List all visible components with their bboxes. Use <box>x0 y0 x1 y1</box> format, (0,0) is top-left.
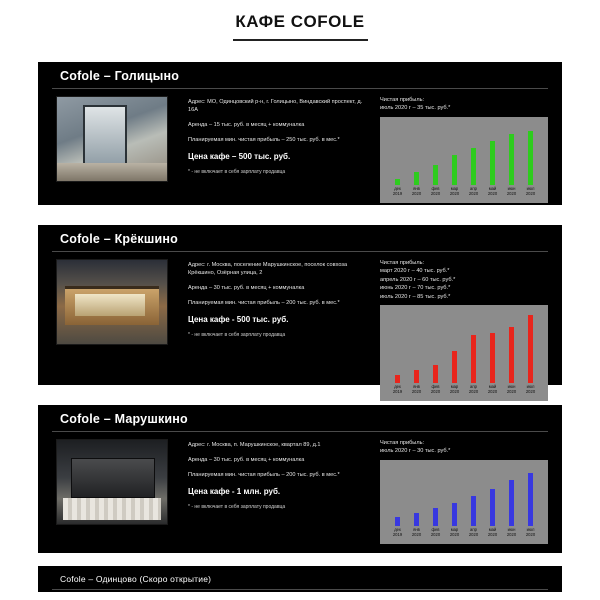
chart-bar-slot <box>502 123 521 185</box>
card-body <box>38 89 562 203</box>
chart-x-label: июн 2020 <box>506 383 517 395</box>
chart-bar-slot <box>464 311 483 383</box>
chart-column <box>380 259 548 401</box>
chart-bar-slot <box>521 466 540 526</box>
chart-x-label: дек 2019 <box>392 185 403 197</box>
card-title-divider <box>52 589 548 590</box>
chart-caption-line: июль 2020 г – 85 тыс. руб.* <box>380 293 451 300</box>
chart-x-label: фев 2020 <box>430 185 441 197</box>
chart-caption-line: июль 2020 г – 30 тыс. руб.* <box>380 448 451 455</box>
profit-bar-chart-marushkino <box>380 460 548 544</box>
chart-bar-slot <box>388 466 407 526</box>
chart-x-label: май 2020 <box>487 185 498 197</box>
chart-x-label: апр 2020 <box>468 383 479 395</box>
chart-caption-line: июнь 2020 г – 70 тыс. руб.* <box>380 285 451 292</box>
chart-bar <box>490 333 495 383</box>
chart-bar-slot <box>388 311 407 383</box>
chart-column <box>380 439 548 544</box>
chart-x-label: май 2020 <box>487 526 498 538</box>
cafe-card-golitsyno[interactable] <box>38 62 562 205</box>
chart-bar <box>414 370 419 383</box>
cafe-card-marushkino[interactable] <box>38 405 562 553</box>
card-title: Cofole – Крёкшино <box>60 232 178 246</box>
rent-text: Аренда – 15 тыс. руб. в месяц + коммуналка <box>188 122 305 129</box>
chart-bar <box>509 327 514 383</box>
photo-marushkino <box>56 439 168 525</box>
price-text: Цена кафе – 500 тыс. руб. <box>188 152 291 162</box>
chart-x-label: дек 2019 <box>392 526 403 538</box>
page-title-block <box>0 0 600 41</box>
chart-x-label: июл 2020 <box>525 185 536 197</box>
chart-bar <box>509 134 514 185</box>
chart-bar <box>433 508 438 526</box>
profit-bar-chart-golitsyno <box>380 117 548 203</box>
chart-caption-header: Чистая прибыль: <box>380 97 425 103</box>
chart-bar-slot <box>464 466 483 526</box>
chart-caption <box>380 96 548 113</box>
photo-golitsyno <box>56 96 168 182</box>
chart-x-labels <box>386 185 542 197</box>
profit-bar-chart-krekshino <box>380 305 548 401</box>
chart-x-label: апр 2020 <box>468 526 479 538</box>
chart-x-label: дек 2019 <box>392 383 403 395</box>
chart-x-label: июн 2020 <box>506 185 517 197</box>
chart-bar-slot <box>502 466 521 526</box>
chart-bar <box>414 172 419 184</box>
chart-x-label: фев 2020 <box>430 526 441 538</box>
address-text: Адрес: г. Москва, поселение Марушкинское, поселок совхоза Крёкшино, Озёрная улица, 2 <box>188 262 348 277</box>
chart-caption <box>380 439 548 456</box>
card-title: Cofole – Марушкино <box>60 412 188 426</box>
chart-bar <box>490 141 495 184</box>
chart-bar <box>528 131 533 185</box>
chart-caption-line: март 2020 г – 40 тыс. руб.* <box>380 268 450 275</box>
profit-text: Планируемая мин. чистая прибыль – 200 тыс. руб. в мес.* <box>188 472 340 479</box>
chart-bar <box>414 513 419 525</box>
chart-x-label: мар 2020 <box>449 526 460 538</box>
page-title: КАФЕ COFOLE <box>235 12 365 31</box>
chart-x-label: июл 2020 <box>525 383 536 395</box>
chart-x-label: июл 2020 <box>525 526 536 538</box>
address-text: Адрес: г. Москва, п. Марушкинское, квартал 89, д.1 <box>188 442 321 448</box>
chart-bars <box>386 466 542 526</box>
price-text: Цена кафе - 1 млн. руб. <box>188 487 281 497</box>
chart-bar <box>395 375 400 383</box>
chart-x-label: май 2020 <box>487 383 498 395</box>
chart-bar <box>395 517 400 526</box>
chart-column <box>380 96 548 203</box>
chart-bar <box>528 473 533 526</box>
chart-caption-line: апрель 2020 г – 60 тыс. руб.* <box>380 276 456 283</box>
card-text-column <box>168 96 380 203</box>
chart-bar <box>509 480 514 526</box>
chart-bar <box>528 315 533 383</box>
chart-bar-slot <box>483 311 502 383</box>
chart-bar-slot <box>445 311 464 383</box>
chart-bar <box>471 335 476 383</box>
chart-x-label: апр 2020 <box>468 185 479 197</box>
chart-x-label: мар 2020 <box>449 383 460 395</box>
profit-text: Планируемая мин. чистая прибыль – 200 тыс. руб. в мес.* <box>188 300 340 307</box>
price-text: Цена кафе - 500 тыс. руб. <box>188 315 289 325</box>
chart-bar <box>452 155 457 184</box>
chart-x-label: июн 2020 <box>506 526 517 538</box>
chart-bar-slot <box>445 123 464 185</box>
footnote-text: * - не включает в себя зарплату продавца <box>188 503 286 510</box>
card-title: Cofole – Голицыно <box>60 69 180 83</box>
chart-x-label: мар 2020 <box>449 185 460 197</box>
chart-bar-slot <box>483 123 502 185</box>
chart-bar <box>471 148 476 185</box>
chart-caption <box>380 259 548 301</box>
chart-caption-header: Чистая прибыль: <box>380 440 425 446</box>
chart-bar <box>395 179 400 185</box>
chart-bars <box>386 123 542 185</box>
card-body <box>38 252 562 401</box>
footnote-text: * - не включает в себя зарплату продавца <box>188 169 286 176</box>
chart-bar-slot <box>426 466 445 526</box>
chart-bar-slot <box>407 311 426 383</box>
chart-bar <box>433 165 438 185</box>
chart-x-labels <box>386 383 542 395</box>
chart-bar-slot <box>521 311 540 383</box>
card-title: Cofole – Одинцово (Скоро открытие) <box>60 574 212 584</box>
photo-krekshino <box>56 259 168 345</box>
chart-bar <box>490 489 495 526</box>
rent-text: Аренда – 30 тыс. руб. в месяц + коммуналка <box>188 285 305 292</box>
chart-bars <box>386 311 542 383</box>
card-text-column <box>168 259 380 401</box>
address-text: Адрес: МО, Одинцовский р-н, г. Голицыно, Виндавский проспект, д. 16А <box>188 99 363 114</box>
card-text-column <box>168 439 380 544</box>
chart-bar-slot <box>407 123 426 185</box>
chart-bar <box>471 496 476 526</box>
chart-bar-slot <box>464 123 483 185</box>
chart-bar-slot <box>407 466 426 526</box>
chart-caption-header: Чистая прибыль: <box>380 260 425 266</box>
chart-bar-slot <box>426 123 445 185</box>
cafe-card-odintsovo[interactable] <box>38 566 562 592</box>
chart-bar <box>452 503 457 526</box>
chart-bar <box>452 351 457 383</box>
chart-bar-slot <box>483 466 502 526</box>
chart-bar-slot <box>502 311 521 383</box>
chart-bar-slot <box>388 123 407 185</box>
card-body <box>38 432 562 544</box>
chart-bar-slot <box>426 311 445 383</box>
title-underline-rule <box>233 39 368 41</box>
chart-bar <box>433 365 438 383</box>
cafe-card-krekshino[interactable] <box>38 225 562 395</box>
chart-caption-line: июль 2020 г – 35 тыс. руб.* <box>380 105 451 112</box>
chart-x-labels <box>386 526 542 538</box>
rent-text: Аренда – 30 тыс. руб. в месяц + коммуналка <box>188 457 305 464</box>
chart-x-label: янв 2020 <box>411 185 422 197</box>
profit-text: Планируемая мин. чистая прибыль – 250 тыс. руб. в мес.* <box>188 137 340 144</box>
chart-x-label: фев 2020 <box>430 383 441 395</box>
chart-x-label: янв 2020 <box>411 383 422 395</box>
chart-bar-slot <box>521 123 540 185</box>
chart-x-label: янв 2020 <box>411 526 422 538</box>
footnote-text: * - не включает в себя зарплату продавца <box>188 332 286 339</box>
chart-bar-slot <box>445 466 464 526</box>
